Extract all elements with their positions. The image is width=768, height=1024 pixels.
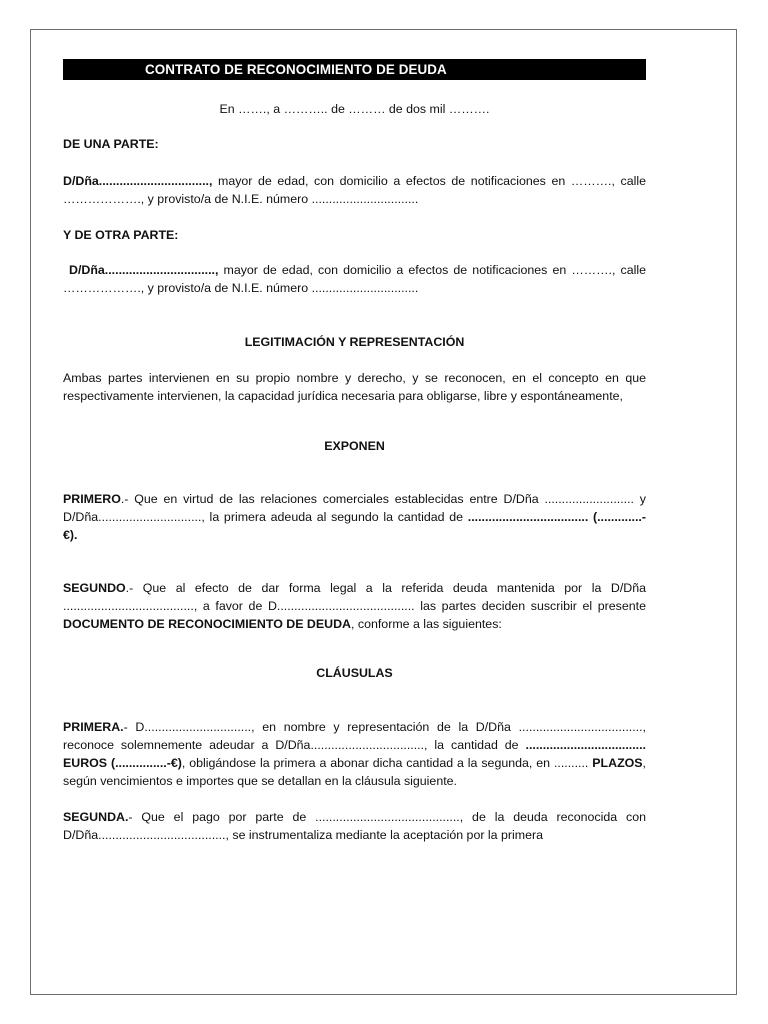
segunda-paragraph: [63, 808, 646, 844]
primero-text: .- Que en virtud de las relaciones comerciales establecidas entre D/Dña .......................... y D/Dña.............................., la primera adeuda al segundo la cantidad de: [63, 492, 646, 524]
segunda-text: - Que el pago por parte de .........................................., de la deuda reconocida con D/Dña....................................., se instrumentaliza mediante la aceptación por la primera: [63, 810, 646, 842]
primera-label: PRIMERA.: [63, 720, 124, 734]
exponen-heading: EXPONEN: [324, 439, 385, 453]
legitimacion-paragraph: Ambas partes intervienen en su propio nombre y derecho, y se reconocen, en el concepto en que respectivamente intervienen, la capacidad jurídica necesaria para obligarse, libre y espontáneamente,: [63, 371, 646, 403]
primera-amount: ................................... EUROS (...............-€): [63, 738, 646, 770]
segundo-text: .- Que al efecto de dar forma legal a la referida deuda mantenida por la D/Dña ......................................, a favor de D........................................ las partes deciden suscribir el presente: [63, 581, 646, 613]
primera-text3: , según vencimientos e importes que se detallan en la cláusula siguiente.: [63, 756, 646, 788]
document-content: [63, 59, 646, 844]
segunda-label: SEGUNDA.: [63, 810, 129, 824]
party2-paragraph: [63, 261, 646, 297]
segundo-text-end: , conforme a las siguientes:: [351, 617, 502, 631]
clausulas-heading: CLÁUSULAS: [316, 666, 393, 680]
primera-text2: , obligándose la primera a abonar dicha cantidad a la segunda, en ..........: [181, 756, 593, 770]
party1-heading: DE UNA PARTE:: [63, 137, 159, 151]
party1-name: D/Dña................................,: [63, 174, 213, 188]
contract-title: CONTRATO DE RECONOCIMIENTO DE DEUDA: [63, 59, 646, 80]
segundo-doc-name: DOCUMENTO DE RECONOCIMIENTO DE DEUDA: [63, 617, 351, 631]
party2-name: D/Dña................................,: [69, 263, 219, 277]
segundo-label: SEGUNDO: [63, 581, 126, 595]
party2-heading: Y DE OTRA PARTE:: [63, 228, 179, 242]
primera-text: - D..............................., en nombre y representación de la D/Dña ...................................., reconoce solemnemente adeudar a D/Dña................................., la cantidad de: [63, 720, 646, 752]
legitimacion-heading: LEGITIMACIÓN Y REPRESENTACIÓN: [244, 335, 465, 349]
party2-text: mayor de edad, con domicilio a efectos de notificaciones en ………., calle ………………., y provisto/a de N.I.E. número ...............................: [63, 263, 646, 295]
date-line: En ……., a ……….. de ……… de dos mil ……….: [219, 102, 490, 116]
primero-label: PRIMERO: [63, 492, 121, 506]
primero-paragraph: [63, 490, 646, 544]
party1-text: mayor de edad, con domicilio a efectos de notificaciones en ………., calle ………………., y provisto/a de N.I.E. número ...............................: [63, 174, 646, 206]
primera-paragraph: [63, 718, 646, 790]
primero-amount: ................................... (.............-€).: [63, 510, 646, 542]
segundo-paragraph: [63, 579, 646, 633]
primera-plazos: PLAZOS: [592, 756, 643, 770]
party1-paragraph: [63, 172, 646, 208]
